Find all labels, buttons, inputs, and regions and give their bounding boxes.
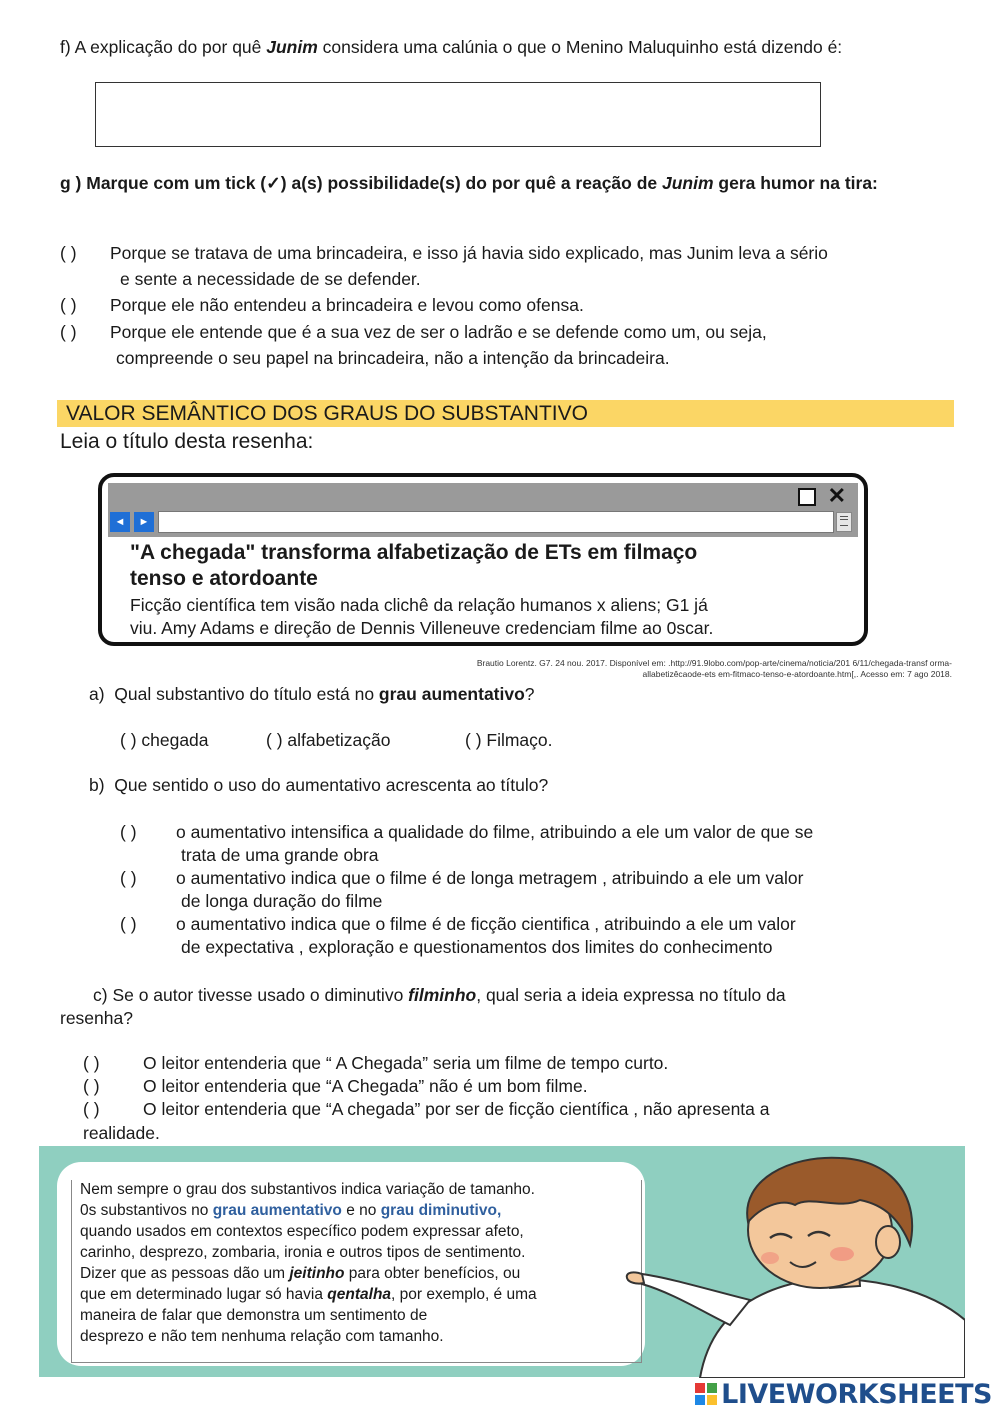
option-g-3[interactable]: ( ) Porque ele entende que é a sua vez de ser o ladrão e se defende como um, ou seja, compreende o seu papel na brincadeira, não a intenção da brincadeira. <box>60 319 980 371</box>
back-arrow-icon: ◄ <box>114 516 126 528</box>
checkbox-paren[interactable]: ( ) <box>120 868 137 888</box>
option-c-3-cont: realidade. <box>83 1123 160 1143</box>
boy-arm <box>636 1274 750 1325</box>
checkbox-paren[interactable]: ( ) <box>83 1053 100 1073</box>
logo-icon <box>695 1383 717 1405</box>
scroll-handle-icon[interactable] <box>836 512 852 532</box>
boy-illustration <box>620 1150 965 1378</box>
choice-alfabetizacao[interactable]: ( ) alfabetização <box>266 730 391 750</box>
option-g-1[interactable]: ( ) Porque se tratava de uma brincadeira, e isso já havia sido explicado, mas Junim leva a sério e sente a necessidade de se defender. <box>60 240 980 292</box>
choice-filmaco[interactable]: ( ) Filmaço. <box>465 730 553 750</box>
option-c-2[interactable]: ( ) O leitor entenderia que “A Chegada” não é um bom filme. <box>83 1076 588 1096</box>
forward-arrow-icon: ► <box>138 516 150 528</box>
close-icon[interactable]: ✕ <box>827 483 846 508</box>
section-title: VALOR SEMÂNTICO DOS GRAUS DO SUBSTANTIVO <box>66 402 588 425</box>
question-b: b) Que sentido o uso do aumentativo acrescenta ao título? <box>89 775 549 795</box>
question-g: g ) Marque com um tick (✓) a(s) possibilidade(s) do por quê a reação de Junim gera humor na tira: <box>60 173 878 193</box>
section-intro: Leia o título desta resenha: <box>60 430 314 453</box>
option-b-2[interactable]: ( ) o aumentativo indica que o filme é de longa metragem , atribuindo a ele um valor de longa duração do filme <box>120 868 804 911</box>
forward-button[interactable] <box>134 512 154 532</box>
checkbox-paren[interactable]: ( ) <box>83 1076 100 1096</box>
subheadline: Ficção científica tem visão nada clichê da relação humanos x aliens; G1 já viu. Amy Adams e direção de Dennis Villeneuve credenciam filme ao 0scar. <box>130 595 714 638</box>
option-c-1[interactable]: ( ) O leitor entenderia que “ A Chegada” seria um filme de tempo curto. <box>83 1053 669 1073</box>
boy-hand <box>627 1272 644 1283</box>
question-a: a) Qual substantivo do título está no grau aumentativo? <box>89 684 535 704</box>
liveworksheets-logo <box>695 1377 992 1411</box>
question-f: f) A explicação do por quê Junim considera uma calúnia o que o Menino Maluquinho está dizendo é: <box>60 37 843 57</box>
choice-chegada[interactable]: ( ) chegada <box>120 730 209 750</box>
checkbox-paren[interactable]: ( ) <box>120 914 137 934</box>
checkbox-paren[interactable]: ( ) <box>60 295 77 315</box>
headline: "A chegada" transforma alfabetização de ETs em filmaço tenso e atordoante <box>130 541 698 590</box>
option-b-3[interactable]: ( ) o aumentativo indica que o filme é de ficção cientifica , atribuindo a ele um valor de expectativa , exploração e questionamentos dos limites do conhecimento <box>120 914 796 957</box>
option-c-3[interactable]: ( ) O leitor entenderia que “A chegada” por ser de ficção científica , não apresenta a <box>83 1099 770 1119</box>
question-c: c) Se o autor tivesse usado o diminutivo filminho, qual seria a ideia expressa no título da resenha? <box>60 985 786 1028</box>
checkbox-paren[interactable]: ( ) <box>60 243 77 263</box>
source-citation: Brautio Lorentz. G7. 24 nou. 2017. Disponível em: .http://91.9lobo.com/pop-arte/cinema/noticia/201 6/11/chegada-transf orma- allabetizêcaode-ets em-fitmaco-tenso-e-atordoante.htm[,. Acesso em: 7 ago 2018. <box>476 658 952 679</box>
back-button[interactable] <box>110 512 130 532</box>
checkbox-paren[interactable]: ( ) <box>83 1099 100 1119</box>
maximize-icon[interactable] <box>798 488 816 506</box>
answer-box-f[interactable] <box>95 82 821 147</box>
browser-navbar <box>108 509 858 537</box>
checkbox-paren[interactable]: ( ) <box>120 822 137 842</box>
address-bar[interactable] <box>158 511 834 533</box>
option-b-1[interactable]: ( ) o aumentativo intensifica a qualidade do filme, atribuindo a ele um valor de que se trata de uma grande obra <box>120 822 814 865</box>
boy-shirt <box>700 1279 965 1378</box>
logo-text: LIVEWORKSHEETS <box>721 1378 992 1410</box>
browser-window <box>98 473 868 646</box>
browser-titlebar <box>108 483 858 509</box>
option-g-2[interactable]: ( ) Porque ele não entendeu a brincadeira e levou como ofensa. <box>60 292 980 318</box>
checkbox-paren[interactable]: ( ) <box>60 322 77 342</box>
info-text: Nem sempre o grau dos substantivos indica variação de tamanho. 0s substantivos no grau aumentativo e no grau diminutivo, quando usados em contextos específico podem expressar afeto, carinho, desprezo, zombaria, ironia e outros tipos de sentimento. Dizer que as pessoas dão um jeitinho para obter benefícios, ou que em determinado lugar só havia qentalha, por exemplo, é uma maneira de falar que demonstra um sentimento de desprezo e não tem nenhuma relação com tamanho. <box>80 1181 537 1345</box>
